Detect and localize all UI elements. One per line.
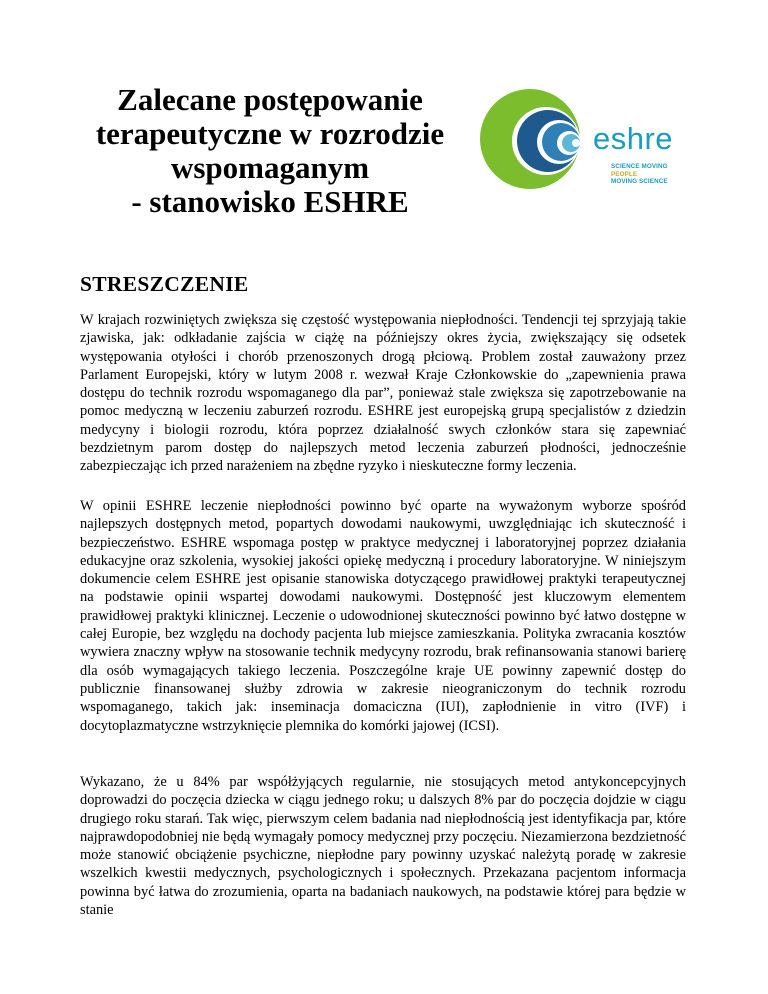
title-line: Zalecane postępowanie xyxy=(117,82,423,117)
title-line: - stanowisko ESHRE xyxy=(131,184,409,219)
logo-tagline-line: PEOPLE xyxy=(611,170,638,178)
document-title xyxy=(80,83,460,219)
logo-tagline-line: SCIENCE MOVING xyxy=(611,163,668,170)
eshre-spiral-logo-icon xyxy=(480,89,581,189)
paragraph: W krajach rozwiniętych zwiększa się częstość występowania niepłodności. Tendencji tej sprzyjają takie zjawiska, jak: odkładanie zajścia w ciążę na późniejszy okres życia, zwiększający się odsetek występowania otyłości i chorób przenoszonych drogą płciową. Problem został zauważony przez Parlament Europejski, który w lutym 2008 r. wezwał Kraje Członkowskie do „zapewnienia prawa dostępu do technik rozrodu wspomaganego dla par”, ponieważ stale zwiększa się zapotrzebowanie na pomoc medyczną w leczeniu zaburzeń rozrodu. ESHRE jest europejską grupą specjalistów z dziedzin medycyny i biologii rozrodu, która poprzez działalność swych członków stara się zapewniać bezdzietnym parom dostęp do najlepszych metod leczenia zaburzeń płodności, jednocześnie zabezpieczając ich przed narażeniem na zbędne ryzyko i nieskuteczne formy leczenia. xyxy=(80,312,686,475)
logo-tagline-line: MOVING SCIENCE xyxy=(611,178,668,186)
title-line: wspomaganym xyxy=(170,150,370,185)
logo-tagline xyxy=(611,163,668,186)
title-line: terapeutyczne w rozrodzie xyxy=(95,116,445,151)
paragraph: Wykazano, że u 84% par współżyjących regularnie, nie stosujących metod antykoncepcyjnych doprowadzi do poczęcia dziecka w ciągu jednego roku; u dalszych 8% par do poczęcia dojdzie w ciągu drugiego roku starań. Tak więc, pierwszym celem badania nad niepłodnością jest identyfikacja par, które najprawdopodobniej nie będą wymagały pomocy medycznej przy poczęciu. Niezamierzona bezdzietność może stanowić obciążenie psychiczne, niepłodne pary powinny uzyskać należytą poradę w zakresie wszelkich kwestii medycznych, psychologicznych i społecznych. Przekazana pacjentom informacja powinna być łatwa do zrozumienia, oparta na badaniach naukowych, na podstawie której para będzie w stanie xyxy=(80,774,686,919)
logo-brand-text: eshre xyxy=(593,121,674,156)
section-heading: STRESZCZENIE xyxy=(80,272,249,296)
paragraph: W opinii ESHRE leczenie niepłodności powinno być oparte na wyważonym wyborze spośród najlepszych dostępnych metod, popartych dowodami naukowymi, uwzględniając ich skuteczność i bezpieczeństwo. ESHRE wspomaga postęp w praktyce medycznej i laboratoryjnej poprzez działania edukacyjne oraz szkolenia, wysokiej jakości opiekę medyczną i procedury laboratoryjne. W niniejszym dokumencie celem ESHRE jest opisanie stanowiska dotyczącego prawidłowej praktyki terapeutycznej na podstawie opinii wspartej dowodami naukowymi. Dostępność jest kluczowym elementem prawidłowej praktyki klinicznej. Leczenie o udowodnionej skuteczności powinno być łatwo dostępne w całej Europie, bez względu na dochody pacjenta lub miejsce zamieszkania. Polityka zwracania kosztów wywiera znaczny wpływ na stosowanie technik medycyny rozrodu, brak refinansowania stanowi barierę dla osób wymagających takiego leczenia. Poszczególne kraje UE powinny zapewnić dostęp do publicznie finansowanej służby zdrowia w zakresie nieograniczonym do technik rozrodu wspomaganego, takich jak: inseminacja domaciczna (IUI), zapłodnienie in vitro (IVF) i docytoplazmatyczne wstrzyknięcie plemnika do komórki jajowej (ICSI). xyxy=(80,498,686,734)
